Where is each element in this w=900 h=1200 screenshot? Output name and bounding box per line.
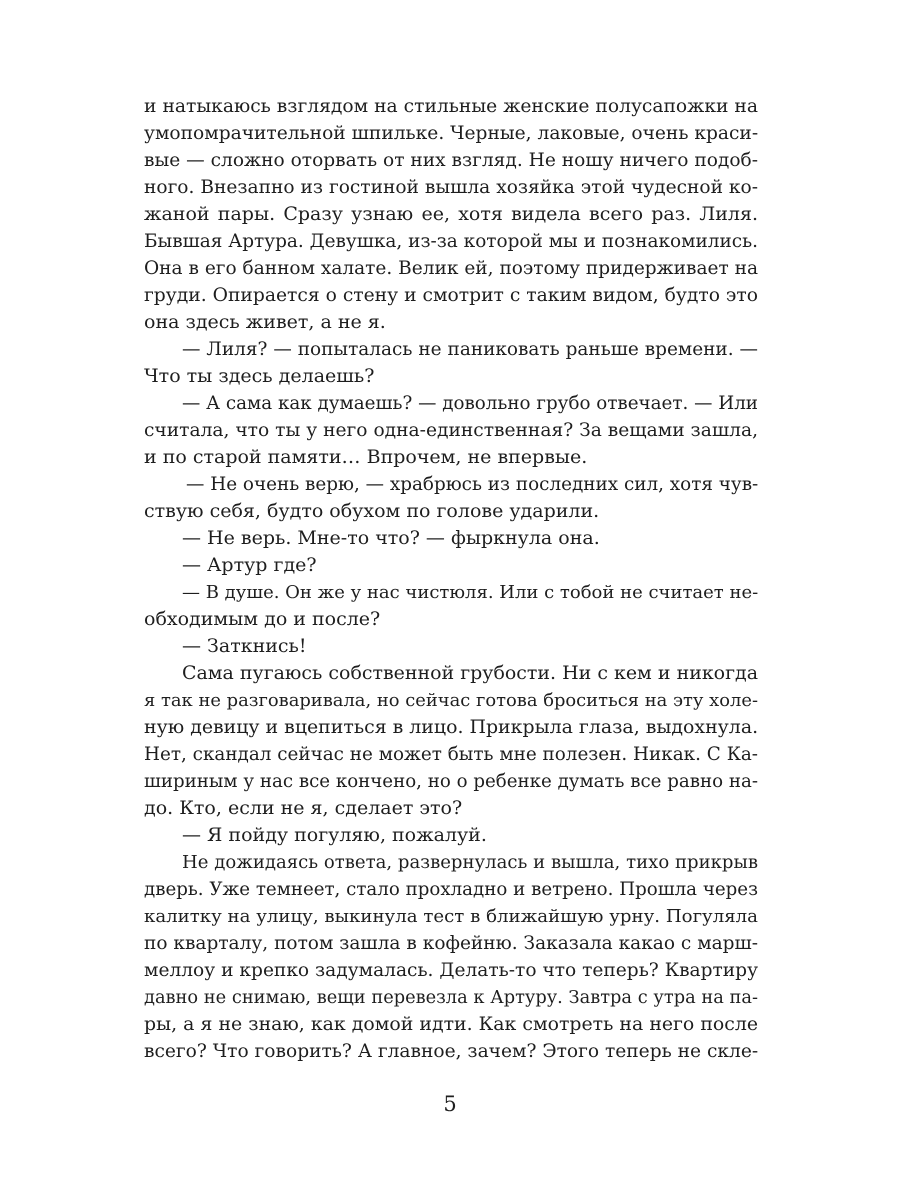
text-line: умопомрачительной шпильке. Черные, лаковые, очень краси- — [144, 123, 759, 144]
text-line: считала, что ты у него одна-единственная? За вещами зашла, — [144, 420, 758, 441]
text-line: шириным у нас все кончено, но о ребенке думать все равно на- — [144, 771, 758, 792]
body-text — [144, 93, 758, 1065]
text-line: жаной пары. Сразу узнаю ее, хотя видела всего раз. Лиля. — [144, 203, 758, 225]
text-line: Нет, скандал сейчас не может быть мне полезен. Никак. С Ка- — [144, 744, 758, 765]
text-line: — Заткнись! — [182, 635, 307, 657]
text-line: ного. Внезапно из гостиной вышла хозяйка этой чудесной ко- — [144, 177, 758, 198]
text-line: ствую себя, будто обухом по голове ударили. — [144, 500, 600, 522]
text-line: по кварталу, потом зашла в кофейню. Заказала какао с марш- — [144, 933, 758, 954]
text-line: ную девицу и вцепиться в лицо. Прикрыла глаза, выдохнула. — [144, 716, 759, 738]
text-line: калитку на улицу, выкинула тест в ближайшую урну. Погуляла — [144, 906, 758, 927]
text-line: ры, а я не знаю, как домой идти. Как смотреть на него после — [144, 1013, 758, 1035]
text-line: дверь. Уже темнеет, стало прохладно и ветрено. Прошла через — [144, 879, 758, 900]
text-line: — Я пойду погуляю, пожалуй. — [182, 824, 487, 846]
text-line: вые — сложно оторвать от них взгляд. Не ношу ничего подоб- — [144, 150, 758, 171]
page-number: 5 — [443, 1092, 457, 1116]
text-line: давно не снимаю, вещи перевезла к Артуру. Завтра с утра на па- — [144, 987, 758, 1008]
text-line: всего? Что говорить? А главное, зачем? Этого теперь не скле- — [144, 1041, 759, 1062]
text-line: — Лиля? — попыталась не паниковать раньше времени. — — [182, 339, 758, 360]
text-line: Сама пугаюсь собственной грубости. Ни с кем и никогда — [182, 662, 758, 684]
text-line: я так не разговаривала, но сейчас готова броситься на эту холе- — [144, 690, 758, 711]
text-line: — Артур где? — [182, 554, 317, 576]
text-line: до. Кто, если не я, сделает это? — [144, 797, 463, 819]
text-line: она здесь живет, а не я. — [144, 311, 386, 333]
text-line: груди. Опирается о стену и смотрит с таким видом, будто это — [144, 285, 758, 306]
text-line: Бывшая Артура. Девушка, из-за которой мы и познакомились. — [144, 231, 758, 252]
text-line: — А сама как думаешь? — довольно грубо отвечает. — Или — [182, 393, 758, 414]
text-line: обходимым до и после? — [144, 608, 381, 630]
text-line: Не дожидаясь ответа, развернулась и вышла, тихо прикрыв — [182, 852, 758, 873]
text-line: — Не очень верю, — храбрюсь из последних сил, хотя чув- — [186, 474, 759, 495]
text-line: и по старой памяти… Впрочем, не впервые. — [144, 446, 588, 468]
text-line: меллоу и крепко задумалась. Делать-то что теперь? Квартиру — [144, 960, 758, 981]
text-line: — Не верь. Мне-то что? — фыркнула она. — [182, 527, 600, 549]
text-line: и натыкаюсь взглядом на стильные женские полусапожки на — [144, 96, 758, 117]
text-line: — В душе. Он же у нас чистюля. Или с тобой не считает не- — [182, 582, 759, 603]
text-line: Что ты здесь делаешь? — [144, 365, 375, 387]
text-line: Она в его банном халате. Велик ей, поэтому придерживает на — [144, 258, 758, 279]
